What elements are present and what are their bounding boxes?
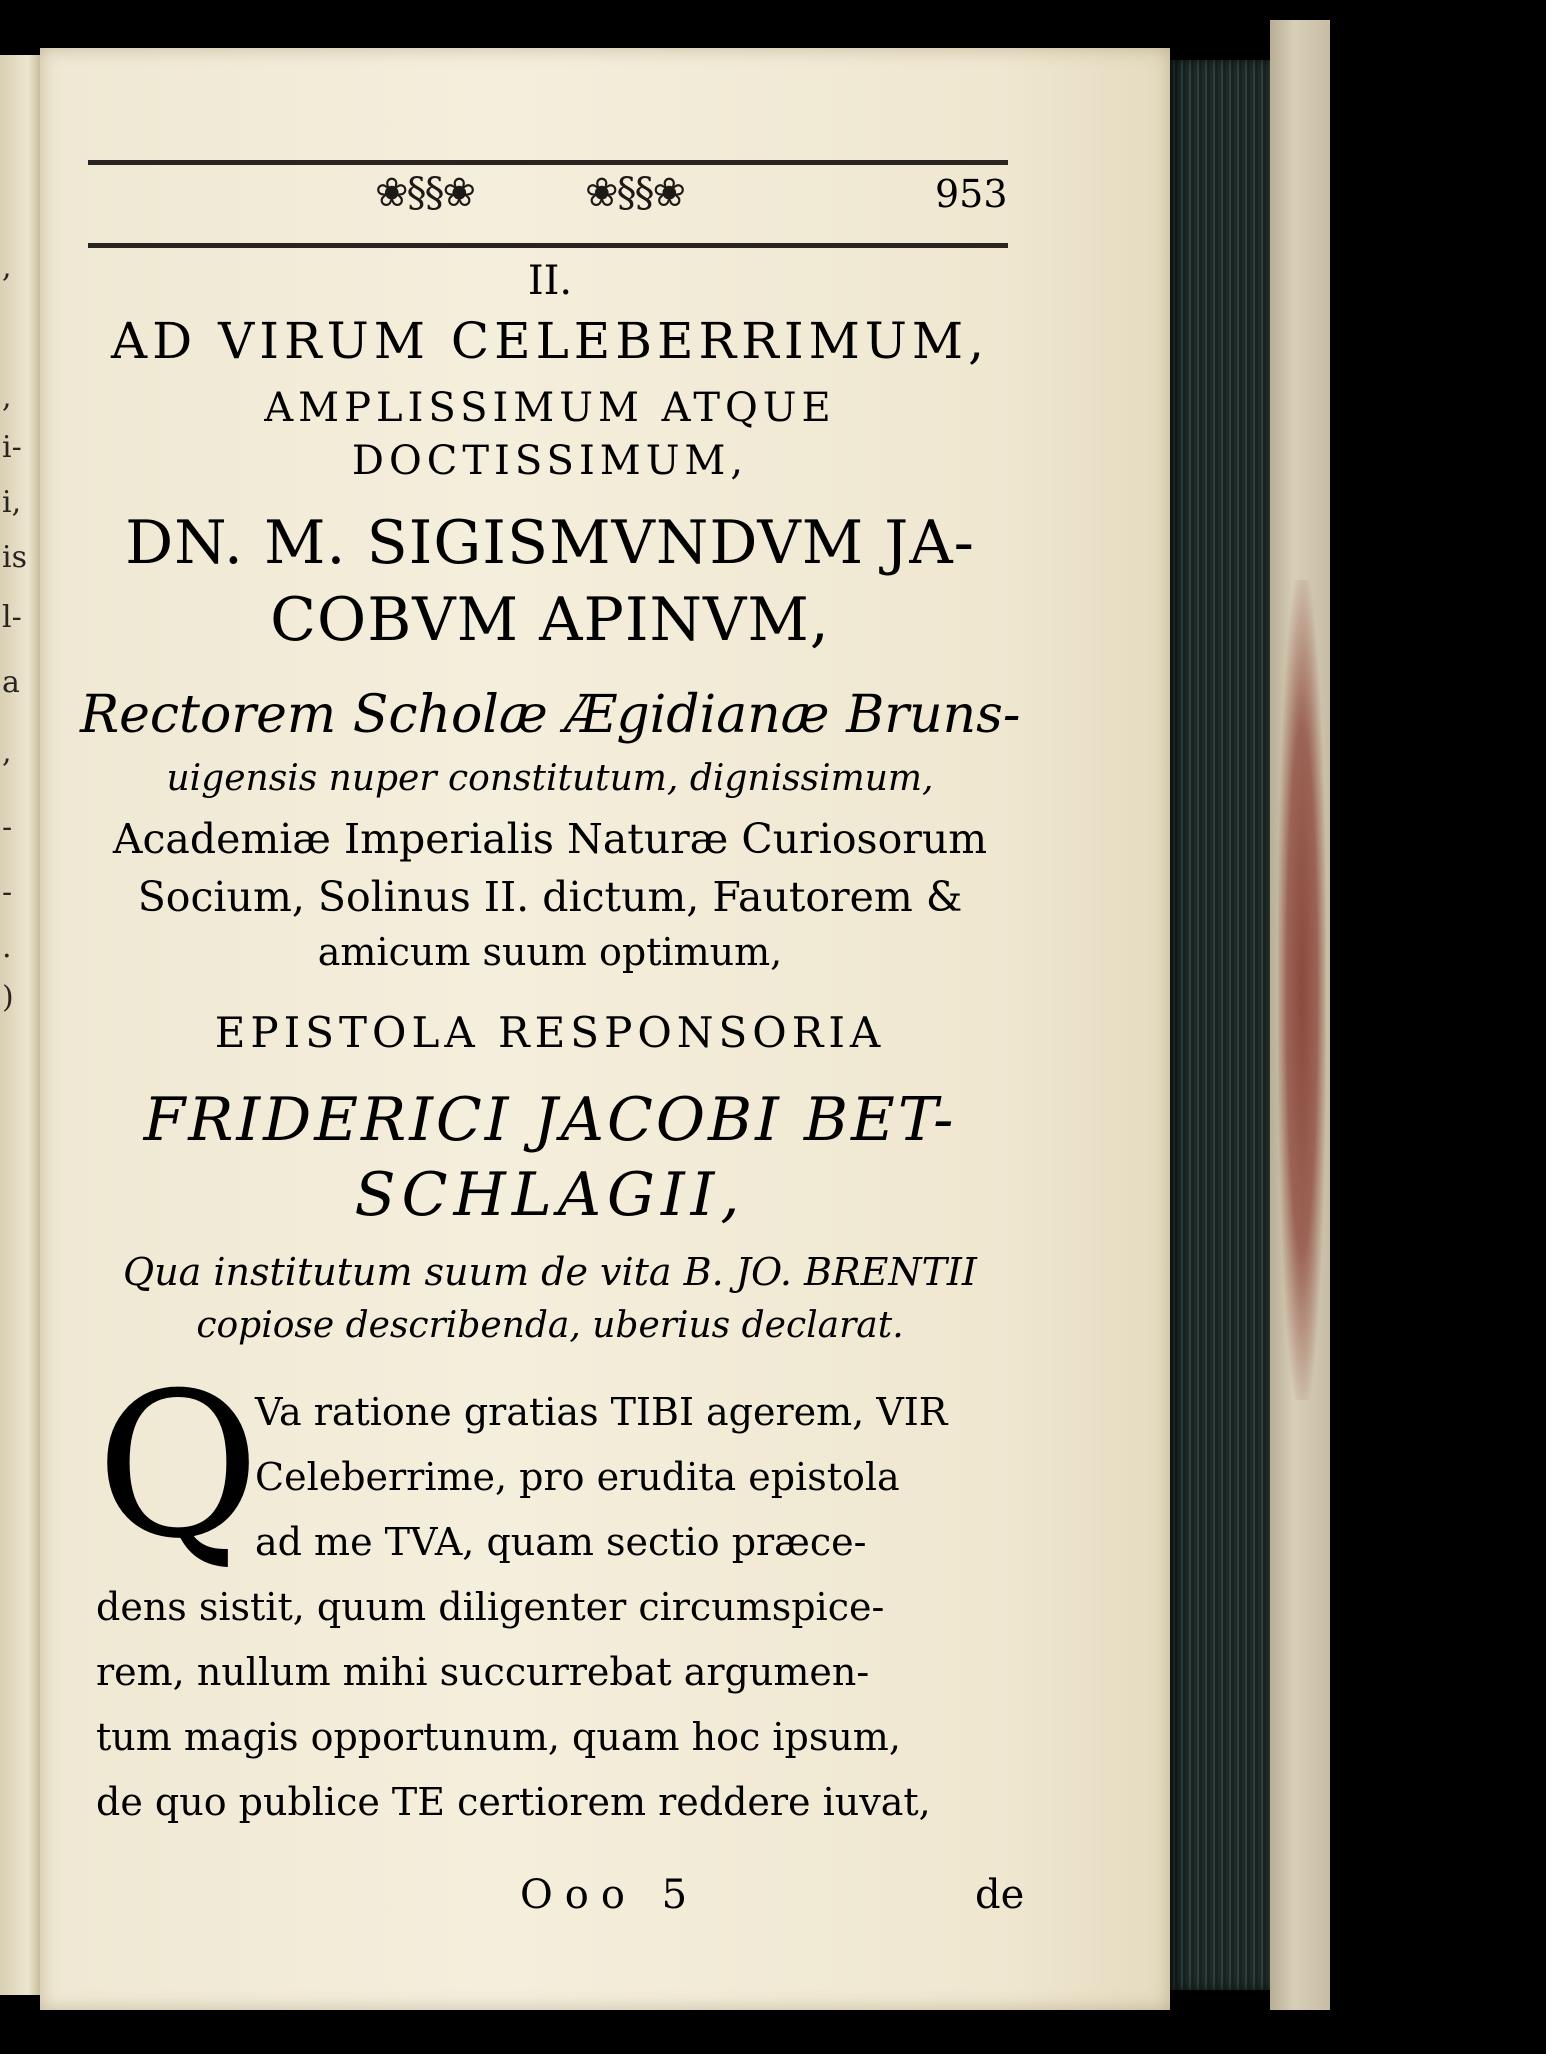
title-line-10: amicum suum optimum, (317, 930, 783, 974)
ornament-left-icon: ❀§§❀ (375, 170, 475, 216)
facing-page-fragment: is (2, 540, 27, 575)
ornament-right-icon: ❀§§❀ (585, 170, 685, 216)
title-line-5: COBVM APINVM, (270, 585, 830, 655)
title-line-7: uigensis nuper constitutum, dignissimum, (166, 758, 934, 799)
header-rule (88, 243, 1008, 248)
title-line-3: DOCTISSIMUM, (351, 438, 749, 484)
title-line-6: Rectorem Scholæ Ægidianæ Bruns- (80, 685, 1021, 745)
facing-page-fragment: , (2, 735, 12, 770)
facing-page-fragment: ) (2, 980, 14, 1015)
book-cover (1270, 20, 1330, 2010)
body-line-2: Celeberrime, pro erudita epistola (255, 1455, 900, 1499)
page-number: 953 (935, 172, 1008, 216)
facing-page-fragment: , (2, 380, 12, 415)
title-line-4: DN. M. SIGISMVNDVM JA- (125, 508, 975, 578)
facing-page-fragment: i, (2, 485, 22, 520)
top-rule (88, 160, 1008, 165)
drop-cap: Q (96, 1350, 260, 1583)
facing-page-fragment: - (2, 875, 13, 910)
title-line-14: Qua institutum suum de vita B. JO. BRENTII (123, 1250, 977, 1294)
section-numeral: II. (527, 258, 573, 304)
title-line-12: FRIDERICI JACOBI BET- (143, 1085, 957, 1155)
title-line-13: SCHLAGII, (354, 1160, 746, 1230)
title-line-15: copiose describenda, uberius declarat. (196, 1305, 904, 1346)
title-line-1: AD VIRUM CELEBERRIMUM, (111, 312, 989, 370)
facing-page-fragment: - (2, 810, 13, 845)
facing-page-fragment: l- (2, 600, 22, 635)
title-line-9: Socium, Solinus II. dictum, Fautorem & (137, 873, 963, 921)
body-line-4: dens sistit, quum diligenter circumspice- (96, 1585, 885, 1629)
page-edges (1170, 60, 1270, 1990)
body-line-5: rem, nullum mihi succurrebat argumen- (96, 1650, 870, 1694)
catchword: de (975, 1872, 1025, 1918)
facing-page-fragment: . (2, 930, 12, 965)
body-line-1: Va ratione gratias TIBI agerem, VIR (255, 1390, 948, 1434)
title-line-11: EPISTOLA RESPONSORIA (214, 1008, 886, 1057)
facing-page-fragment: , (2, 250, 12, 285)
body-line-7: de quo publice TE certiorem reddere iuvat, (96, 1780, 931, 1824)
body-line-6: tum magis opportunum, quam hoc ipsum, (96, 1715, 901, 1759)
title-line-8: Academiæ Imperialis Naturæ Curiosorum (112, 815, 988, 863)
facing-page-edge (0, 55, 40, 1995)
facing-page-fragment: i- (2, 430, 22, 465)
title-line-2: AMPLISSIMUM ATQUE (264, 385, 836, 431)
facing-page-fragment: a (2, 665, 20, 700)
cover-stain (1278, 580, 1326, 1400)
signature-mark: Ooo 5 (520, 1872, 700, 1918)
body-line-3: ad me TVA, quam sectio præce- (255, 1520, 867, 1564)
